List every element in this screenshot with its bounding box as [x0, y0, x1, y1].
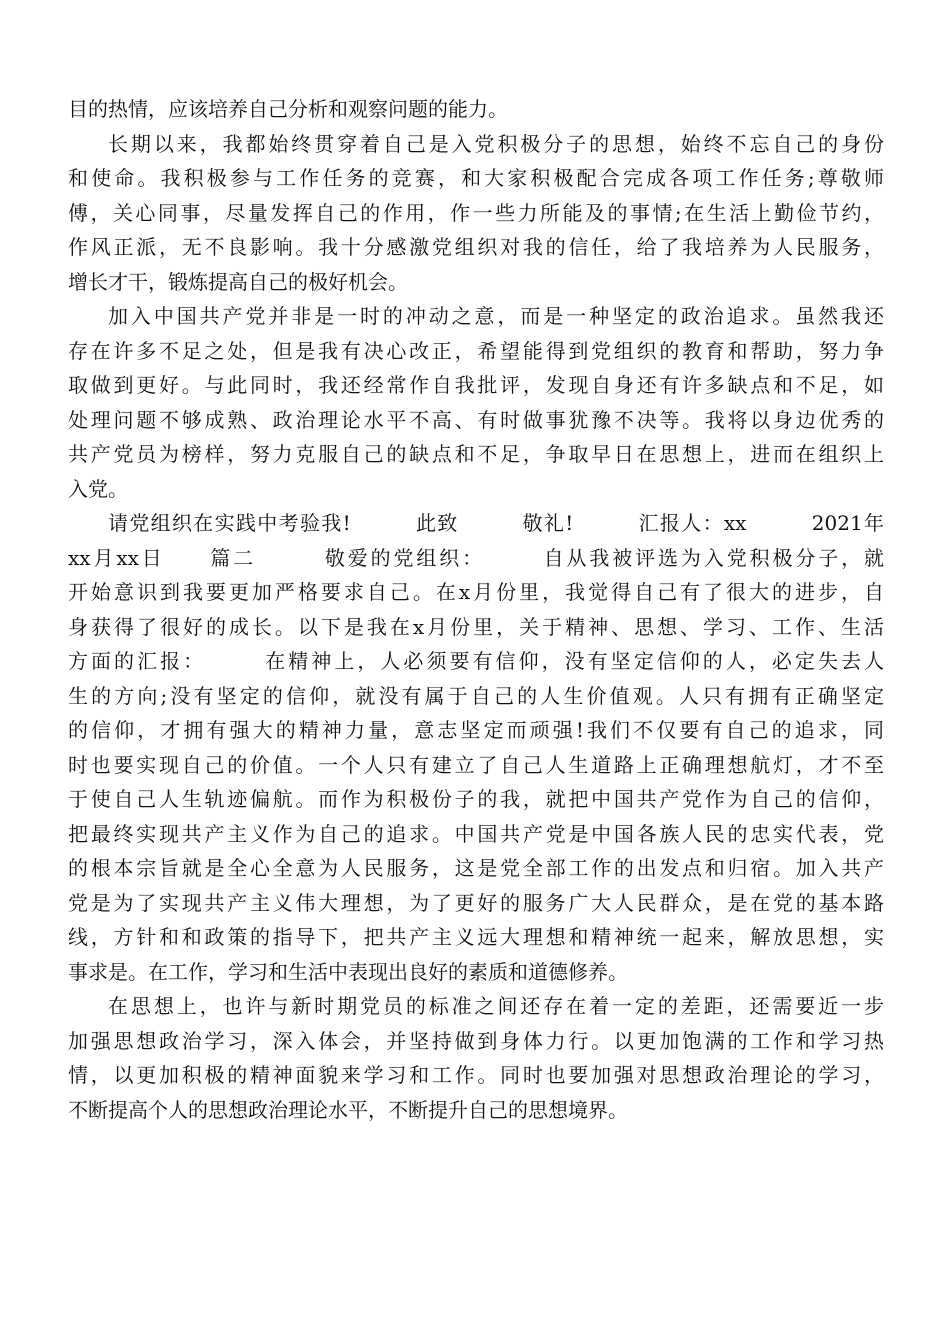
- text-line: 的信仰，才拥有强大的精神力量，意志坚定而顽强!我们不仅要有自己的追求，同: [68, 718, 884, 742]
- text-line: 作风正派，无不良影响。我十分感激党组织对我的信任，给了我培养为人民服务，: [68, 235, 884, 259]
- text-line: 增长才干，锻炼提高自己的极好机会。: [68, 269, 408, 294]
- text-line: 方面的汇报： 在精神上，人必须要有信仰，没有坚定信仰的人，必定失去人: [68, 649, 884, 673]
- text-line: 把最终实现共产主义作为自己的追求。中国共产党是中国各族人民的忠实代表，党: [68, 821, 884, 846]
- text-line: 不断提高个人的思想政治理论水平，不断提升自己的思想境界。: [68, 1097, 628, 1122]
- text-line: 存在许多不足之处，但是我有决心改正，希望能得到党组织的教育和帮助，努力争: [68, 338, 884, 363]
- text-line: 长期以来，我都始终贯穿着自己是入党积极分子的思想，始终不忘自己的身份: [108, 131, 884, 156]
- text-line: 的根本宗旨就是全心全意为人民服务，这是党全部工作的出发点和归宿。加入共产: [68, 856, 884, 880]
- text-line: 身获得了很好的成长。以下是我在x月份里，关于精神、思想、学习、工作、生活: [68, 614, 884, 639]
- paragraph-0: [68, 92, 884, 127]
- text-line: 加强思想政治学习，深入体会，并坚持做到身体力行。以更加饱满的工作和学习热: [68, 1028, 884, 1053]
- text-line: 和使命。我积极参与工作任务的竞赛，和大家积极配合完成各项工作任务;尊敬师: [68, 166, 884, 190]
- paragraph-4: [68, 989, 884, 1127]
- text-line: 傅，关心同事，尽量发挥自己的作用，作一些力所能及的事情;在生活上勤俭节约，: [68, 200, 884, 225]
- text-line: 时也要实现自己的价值。一个人只有建立了自己人生道路上正确理想航灯，才不至: [68, 752, 884, 777]
- paragraph-2: [68, 299, 884, 506]
- paragraph-1: [68, 127, 884, 300]
- text-line: 在思想上，也许与新时期党员的标准之间还存在着一定的差距，还需要近一步: [108, 994, 884, 1018]
- paragraph-3: [68, 506, 884, 989]
- text-line: 生的方向;没有坚定的信仰，就没有属于自己的人生价值观。人只有拥有正确坚定: [68, 683, 884, 708]
- document-body: [68, 92, 884, 1127]
- text-line: 于使自己人生轨迹偏航。而作为积极份子的我，就把中国共产党作为自己的信仰，: [68, 787, 884, 811]
- text-line: 目的热情，应该培养自己分析和观察问题的能力。: [68, 97, 508, 121]
- text-line: 情，以更加积极的精神面貌来学习和工作。同时也要加强对思想政治理论的学习，: [68, 1063, 884, 1087]
- text-line: 共产党员为榜样，努力克服自己的缺点和不足，争取早日在思想上，进而在组织上: [68, 442, 884, 466]
- text-line: 请党组织在实践中考验我! 此致 敬礼! 汇报人：xx 2021年: [108, 511, 884, 535]
- text-line: 开始意识到我要更加严格要求自己。在x月份里，我觉得自己有了很大的进步，自: [68, 580, 884, 604]
- text-line: 事求是。在工作，学习和生活中表现出良好的素质和道德修养。: [68, 959, 628, 984]
- text-line: 线，方针和和政策的指导下，把共产主义远大理想和精神统一起来，解放思想，实: [68, 925, 884, 949]
- text-line: 处理问题不够成熟、政治理论水平不高、有时做事犹豫不决等。我将以身边优秀的: [68, 407, 884, 432]
- text-line: 党是为了实现共产主义伟大理想，为了更好的服务广大人民群众，是在党的基本路: [68, 890, 884, 915]
- text-line: 取做到更好。与此同时，我还经常作自我批评，发现自身还有许多缺点和不足，如: [68, 373, 884, 397]
- text-line: 入党。: [68, 476, 128, 501]
- text-line: 加入中国共产党并非是一时的冲动之意，而是一种坚定的政治追求。虽然我还: [108, 304, 884, 328]
- text-line: xx月xx日 篇二 敬爱的党组织： 自从我被评选为入党积极分子，就: [68, 545, 884, 570]
